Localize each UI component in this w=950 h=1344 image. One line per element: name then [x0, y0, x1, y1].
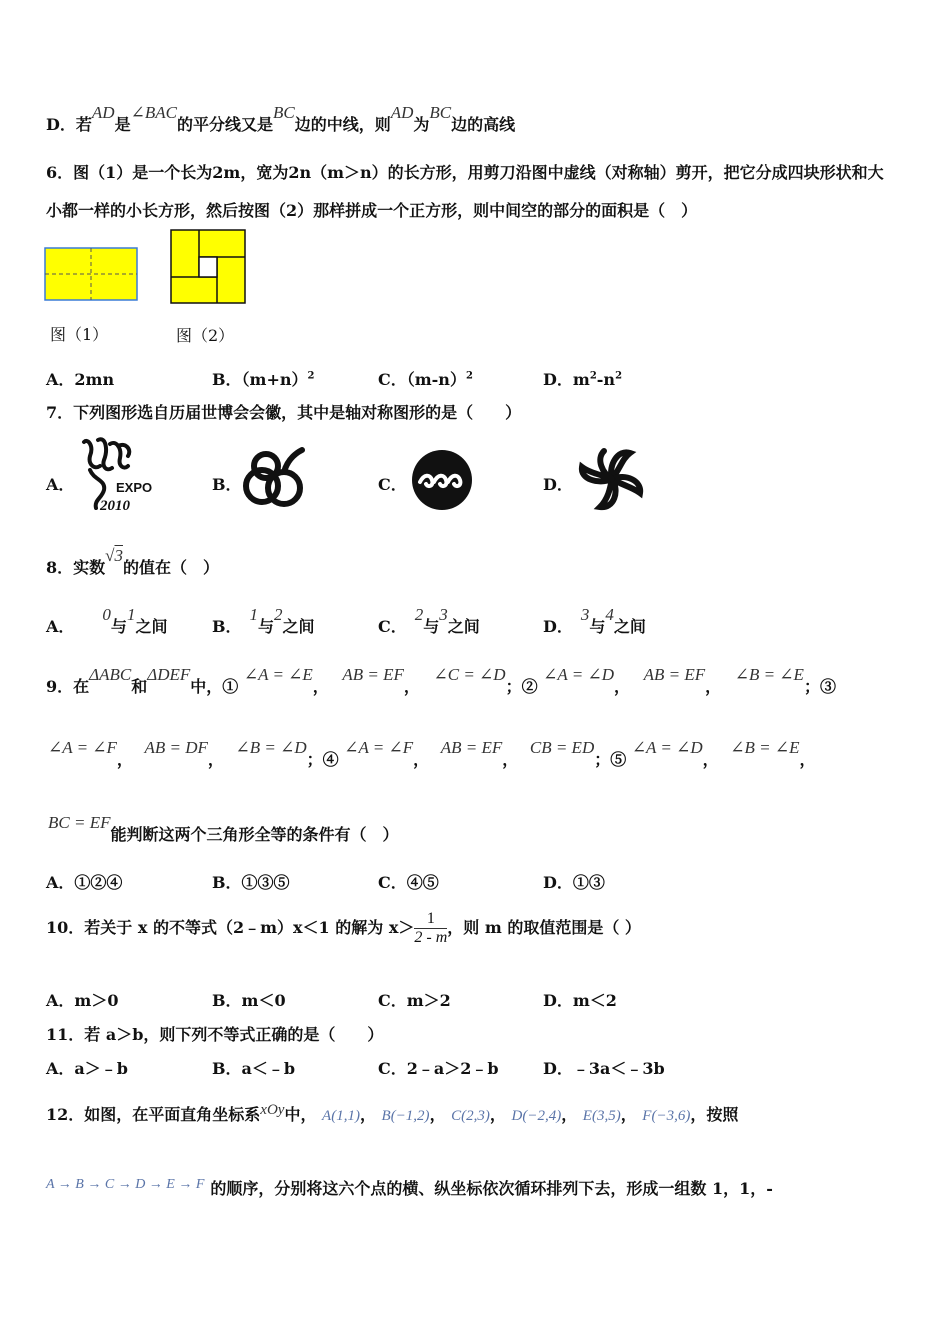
q8-option-a[interactable]: A．0与1之间 [46, 605, 168, 636]
point-c: C(2,3) [451, 1108, 490, 1124]
q9-option-b[interactable]: B．①③⑤ [212, 873, 290, 892]
q8-option-c[interactable]: C．2与3之间 [378, 605, 480, 636]
flower-logo-icon [572, 442, 652, 516]
math-ad: AD [91, 103, 115, 122]
fraction-den: 2 - m [414, 929, 448, 946]
q6-option-c[interactable] [378, 367, 473, 390]
q6-option-b[interactable] [212, 367, 314, 390]
q9-option-c[interactable]: C．④⑤ [378, 873, 439, 892]
q10-stem-post: ，则 m 的取值范围是（ ） [447, 918, 641, 937]
fraction-num: 1 [414, 910, 447, 929]
q11-stem: 11．若 a＞b，则下列不等式正确的是（ ） [46, 1025, 384, 1044]
q9-option-d[interactable]: D．①③ [543, 873, 605, 892]
q12-line1: 12．如图，在平面直角坐标系xOy中， A(1,1)， B(−1,2)， C(2,3)， D(−2,4)， E(3,5)， F(−3,6)，按照 [46, 1102, 739, 1124]
q6-d-sup1: 2 [589, 370, 597, 382]
q10-option-b[interactable]: B．m＜0 [212, 991, 286, 1010]
math-angle-bac: ∠BAC [130, 103, 177, 122]
point-sequence: A → B → C → D → E → F [46, 1177, 205, 1192]
q6-stem-line1: 6．图（1）是一个长为2m，宽为2n（m＞n）的长方形，用剪刀沿图中虚线（对称轴）剪开，把它分成四块形状和大 [46, 163, 884, 182]
text-median: 边的中线，则 [294, 115, 391, 134]
q7-option-b[interactable]: B． [212, 475, 242, 494]
fraction-1-over-2-minus-m [414, 910, 447, 947]
q8-stem-post: 的值在（ ） [122, 558, 219, 577]
q8-option-b[interactable]: B．1与2之间 [212, 605, 315, 636]
wave-circle-logo-icon [410, 448, 474, 512]
point-d: D(−2,4) [511, 1108, 562, 1124]
point-e: E(3,5) [582, 1108, 621, 1124]
text-altitude: 边的高线 [451, 115, 516, 134]
point-f: F(−3,6) [642, 1108, 691, 1124]
q5d-label: D．若 [46, 115, 92, 134]
q6-option-a[interactable]: A．2mn [46, 370, 115, 389]
figure-2-hole [199, 257, 217, 277]
expo-year: 2010 [100, 498, 130, 514]
q10-option-a[interactable]: A．m＞0 [46, 991, 119, 1010]
q6-b-text: B．（m+n） [212, 370, 308, 389]
q6-b-sup: 2 [307, 370, 315, 382]
q9-line1: 9．在ΔABC和ΔDEF中，① ∠A = ∠E， AB = EF， ∠C = ∠D；② ∠A = ∠D， AB = EF， ∠B = ∠E；③ [46, 665, 836, 696]
point-b: B(−1,2) [381, 1108, 430, 1124]
math-bc-2: BC [429, 103, 452, 122]
q11-option-d[interactable]: D．﹣3a＜﹣3b [543, 1059, 665, 1078]
math-ad-2: AD [390, 103, 414, 122]
q6-d-sup2: 2 [615, 370, 623, 382]
q10-stem [46, 910, 641, 947]
point-a: A(1,1) [322, 1108, 360, 1124]
q6-c-sup: 2 [465, 370, 473, 382]
q11-option-c[interactable]: C．2﹣a＞2﹣b [378, 1059, 499, 1078]
q10-stem-pre: 10．若关于 x 的不等式（2﹣m）x＜1 的解为 x＞ [46, 918, 415, 937]
q7-option-a[interactable]: A． [46, 475, 75, 494]
math-triangle-def: ΔDEF [147, 665, 191, 684]
q9-line2: ∠A = ∠F， AB = DF， ∠B = ∠D；④ ∠A = ∠F， AB = EF， CB = ED；⑤ ∠A = ∠D， ∠B = ∠E， [48, 738, 816, 769]
figure-2-square [170, 229, 248, 305]
q9-option-a[interactable]: A．①②④ [46, 873, 123, 892]
q7-stem: 7．下列图形选自历届世博会会徽，其中是轴对称图形的是（ ） [46, 403, 522, 422]
text-bisector: 的平分线又是 [176, 115, 273, 134]
figure-2-caption: 图（2） [176, 326, 235, 345]
math-bc: BC [272, 103, 295, 122]
text-is: 是 [114, 115, 131, 134]
text-as: 为 [413, 115, 430, 134]
figure-1-rectangle [44, 247, 140, 303]
q8-stem-pre: 8．实数 [46, 558, 106, 577]
q12-line2: A → B → C → D → E → F 的顺序，分别将这六个点的横、纵坐标依次循环排列下去，形成一组数 1，1，- [46, 1177, 773, 1198]
q6-d-text: D．m [543, 370, 590, 389]
sqrt-3: √3 [105, 546, 123, 565]
q7-option-d[interactable]: D． [543, 475, 573, 494]
knot-logo-icon [240, 444, 308, 512]
math-triangle-abc: ΔABC [89, 665, 132, 684]
expo-text: EXPO [116, 480, 153, 495]
expo-logo-2010-icon [76, 436, 156, 514]
q6-stem-line2: 小都一样的小长方形，然后按图（2）那样拼成一个正方形，则中间空的部分的面积是（ ） [46, 201, 698, 220]
q8-stem [46, 546, 219, 578]
q6-option-d[interactable] [543, 367, 622, 390]
q5-option-d [46, 103, 516, 135]
q9-line3: BC = EF能判断这两个三角形全等的条件有（ ） [48, 813, 399, 844]
figure-1-caption: 图（1） [50, 325, 109, 344]
sqrt-3-radicand: 3 [114, 546, 123, 565]
q11-option-a[interactable]: A．a＞﹣b [46, 1059, 128, 1078]
q10-option-c[interactable]: C．m＞2 [378, 991, 451, 1010]
q6-d-mid: -n [596, 370, 616, 389]
q7-option-c[interactable]: C． [378, 475, 407, 494]
q11-option-b[interactable]: B．a＜﹣b [212, 1059, 296, 1078]
q10-option-d[interactable]: D．m＜2 [543, 991, 617, 1010]
q6-c-text: C．（m-n） [378, 370, 466, 389]
math-xoy: xOy [260, 1102, 285, 1118]
q8-option-d[interactable]: D．3与4之间 [543, 605, 646, 636]
